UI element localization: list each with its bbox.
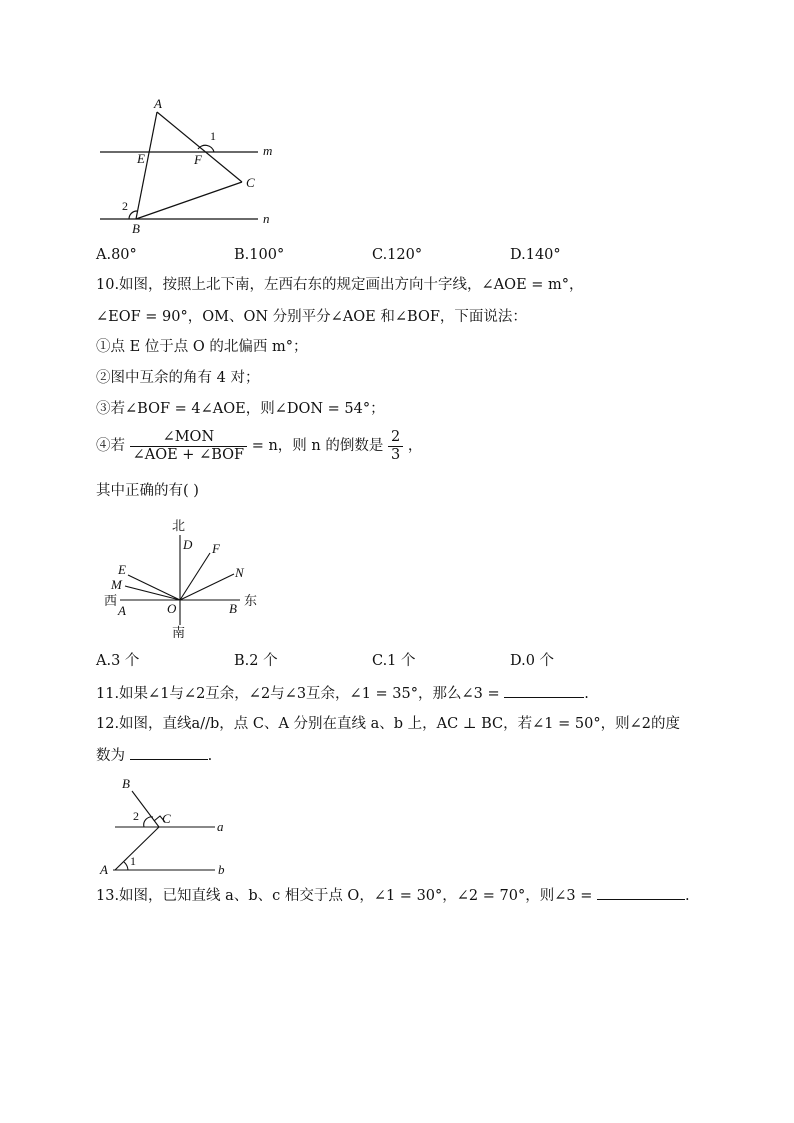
- fraction-denominator: ∠AOE + ∠BOF: [132, 446, 245, 463]
- label-F: F: [194, 152, 202, 167]
- label-A: A: [154, 96, 162, 111]
- ray-oe: [128, 575, 180, 600]
- label-B2: B: [229, 601, 237, 616]
- angle-2-arc-12: [144, 817, 153, 827]
- q10-option-b: B.2 个: [234, 653, 278, 669]
- q10-question: 其中正确的有( ): [96, 483, 199, 499]
- label-A2: A: [118, 603, 126, 618]
- q10-s4-end: ，: [407, 438, 423, 454]
- q12-stem-end: 数为: [96, 748, 125, 764]
- q13-period: .: [684, 888, 690, 904]
- label-D: D: [183, 537, 193, 552]
- q12-line2: [96, 745, 212, 766]
- segment-bc: [136, 182, 242, 219]
- q10-statement-3: ③若∠BOF = 4∠AOE，则∠DON = 54°；: [96, 401, 385, 417]
- label-O: O: [167, 601, 177, 616]
- label-C: C: [246, 175, 255, 190]
- segment-ca: [115, 827, 159, 870]
- q11-stem: 11.如果∠1与∠2互余，∠2与∠3互余，∠1 = 35°，那么∠3 =: [96, 686, 500, 702]
- q10-line2: ∠EOF = 90°，OM、ON 分别平分∠AOE 和∠BOF，下面说法：: [96, 309, 527, 325]
- q10-option-c: C.1 个: [372, 653, 416, 669]
- label-m: m: [263, 143, 273, 158]
- q9-option-d: D.140°: [510, 247, 561, 263]
- q10-s4-pre: ④若: [96, 438, 125, 454]
- label-a: a: [217, 819, 224, 834]
- q13-answer-blank[interactable]: [597, 885, 685, 900]
- q10-option-d: D.0 个: [510, 653, 555, 669]
- q12-answer-blank[interactable]: [130, 745, 208, 760]
- q10-statement-2: ②图中互余的角有 4 对；: [96, 370, 260, 386]
- label-A3: A: [100, 862, 108, 877]
- label-C3: C: [162, 811, 171, 826]
- q9-option-a: A.80°: [96, 247, 137, 263]
- fraction-two-thirds: [388, 429, 403, 464]
- label-N: N: [235, 565, 244, 580]
- label-b: b: [218, 862, 225, 877]
- q10-statement-4: [96, 428, 422, 464]
- fraction-numerator: ∠MON: [130, 429, 247, 447]
- label-B3: B: [122, 776, 130, 791]
- label-south: 南: [172, 625, 186, 640]
- label-B: B: [132, 221, 140, 236]
- label-north: 北: [172, 518, 186, 533]
- q11-period: .: [584, 686, 589, 702]
- angle-1-arc: [198, 145, 214, 152]
- label-E: E: [137, 151, 145, 166]
- q10-option-a: A.3 个: [96, 653, 140, 669]
- q9-option-b: B.100°: [234, 247, 285, 263]
- label-east: 东: [244, 593, 258, 608]
- q10-s4-mid: = n，则 n 的倒数是: [251, 438, 384, 454]
- fraction-three: 3: [390, 446, 401, 463]
- label-angle-1-12: 1: [130, 854, 136, 868]
- q11-text: [96, 683, 589, 704]
- label-F2: F: [212, 541, 220, 556]
- fraction-mon-over-sum: [130, 429, 247, 464]
- q10-line1: 10.如图，按照上北下南，左西右东的规定画出方向十字线，∠AOE = m°，: [96, 277, 584, 293]
- q12-line1: 12.如图，直线a//b，点 C、A 分别在直线 a、b 上，AC ⊥ BC，若∠1 = 50°，则∠2的度: [96, 716, 680, 732]
- fraction-two: 2: [388, 429, 403, 447]
- q13-text: [96, 885, 690, 906]
- label-angle-1: 1: [210, 129, 216, 143]
- label-angle-2: 2: [122, 199, 128, 213]
- q9-option-c: C.120°: [372, 247, 423, 263]
- q10-statement-1: ①点 E 位于点 O 的北偏西 m°；: [96, 339, 308, 355]
- label-M: M: [111, 577, 122, 592]
- label-E2: E: [118, 562, 126, 577]
- label-angle-2-12: 2: [133, 809, 139, 823]
- label-n: n: [263, 211, 270, 226]
- angle-1-arc-12: [124, 862, 128, 870]
- q13-stem: 13.如图，已知直线 a、b、c 相交于点 O，∠1 = 30°，∠2 = 70°，则∠3 =: [96, 888, 593, 904]
- ray-om: [125, 586, 180, 600]
- q11-answer-blank[interactable]: [504, 683, 584, 698]
- label-west: 西: [104, 593, 118, 608]
- q12-period: .: [207, 748, 213, 764]
